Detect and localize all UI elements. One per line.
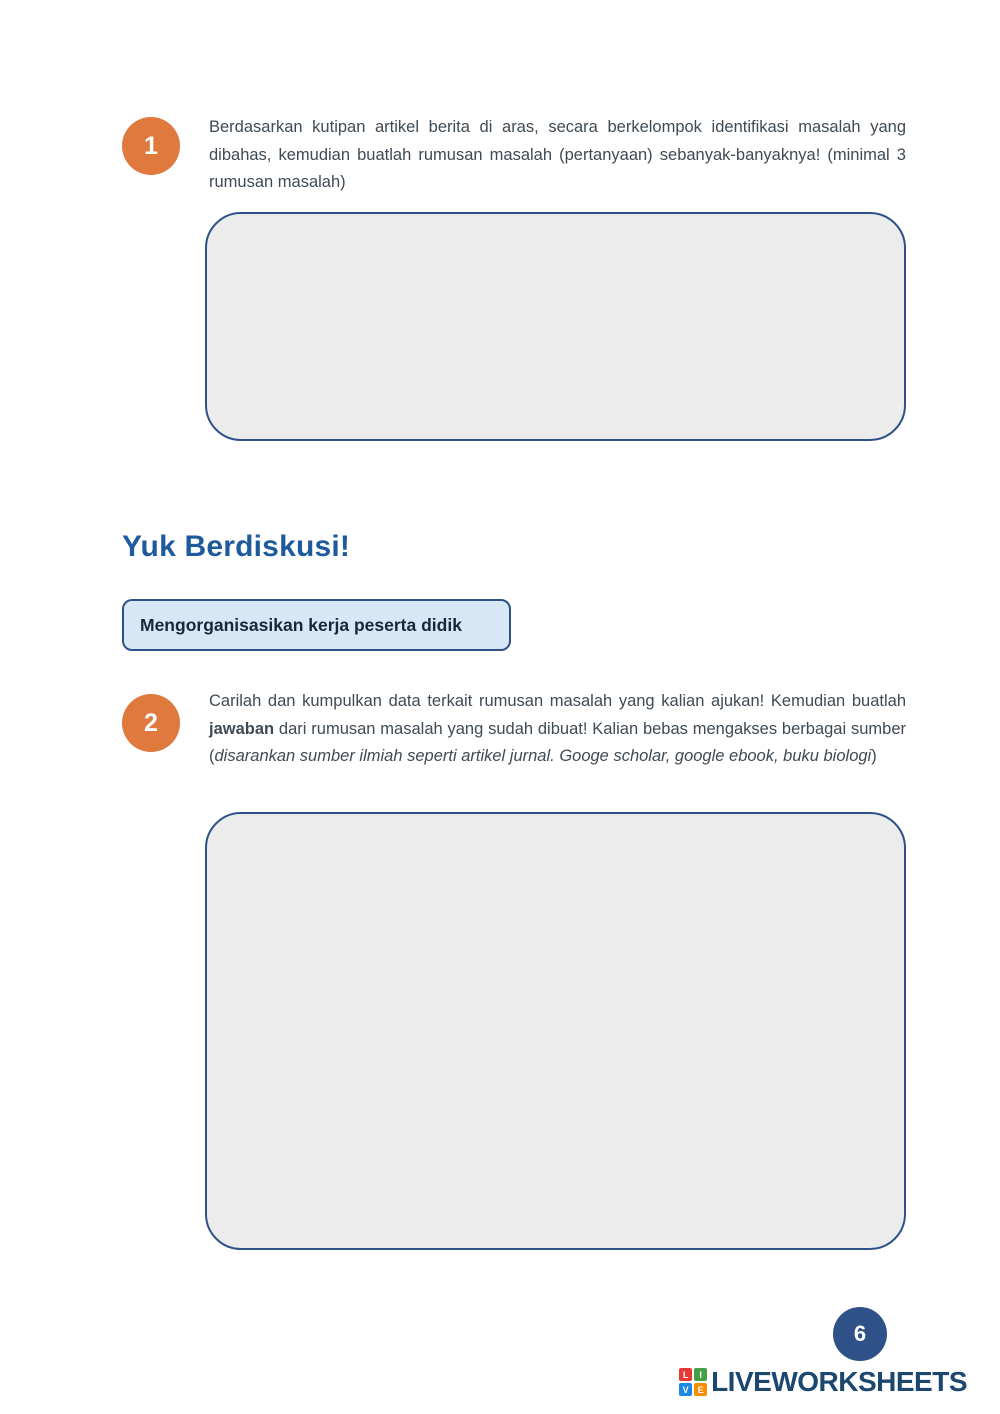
liveworksheets-logo[interactable]	[679, 1366, 967, 1398]
task-1-answer-box[interactable]	[205, 212, 906, 441]
task-2-text-end: )	[871, 747, 877, 765]
task-2-number: 2	[144, 708, 158, 737]
logo-tile-v: V	[679, 1383, 692, 1396]
logo-tile-l: L	[679, 1368, 692, 1381]
section-heading: Yuk Berdiskusi!	[122, 530, 351, 563]
task-2-bold-word: jawaban	[209, 719, 275, 738]
task-2-text-start: Carilah dan kumpulkan data terkait rumusan masalah yang kalian ajukan! Kemudian buatlah	[209, 692, 906, 710]
page-number: 6	[853, 1321, 867, 1346]
liveworksheets-logo-icon	[679, 1368, 707, 1396]
page-number-badge	[833, 1307, 887, 1361]
task-1-number: 1	[144, 131, 158, 160]
task-2-italic-text: disarankan sumber ilmiah seperti artikel jurnal. Googe scholar, google ebook, buku biologi	[214, 747, 872, 765]
phase-badge-label: Mengorganisasikan kerja peserta didik	[140, 614, 462, 635]
phase-badge	[122, 599, 511, 651]
task-1-text: Berdasarkan kutipan artikel berita di aras, secara berkelompok identifikasi masalah yang dibahas, kemudian buatlah rumusan masalah (pertanyaan) sebanyak-banyaknya! (minimal 3 rumusan masalah)	[209, 118, 906, 191]
liveworksheets-logo-text: LIVEWORKSHEETS	[711, 1366, 967, 1397]
task-2-text-middle: dari rumusan masalah yang sudah dibuat! Kalian bebas mengakses berbagai sumber (	[209, 719, 906, 765]
task-2-answer-box[interactable]	[205, 812, 906, 1250]
task-1-number-badge	[122, 117, 180, 175]
logo-tile-i: I	[694, 1368, 707, 1381]
task-1-instructions	[209, 114, 906, 197]
task-2-number-badge	[122, 694, 180, 752]
logo-tile-e: E	[694, 1383, 707, 1396]
task-2-instructions	[209, 688, 906, 771]
